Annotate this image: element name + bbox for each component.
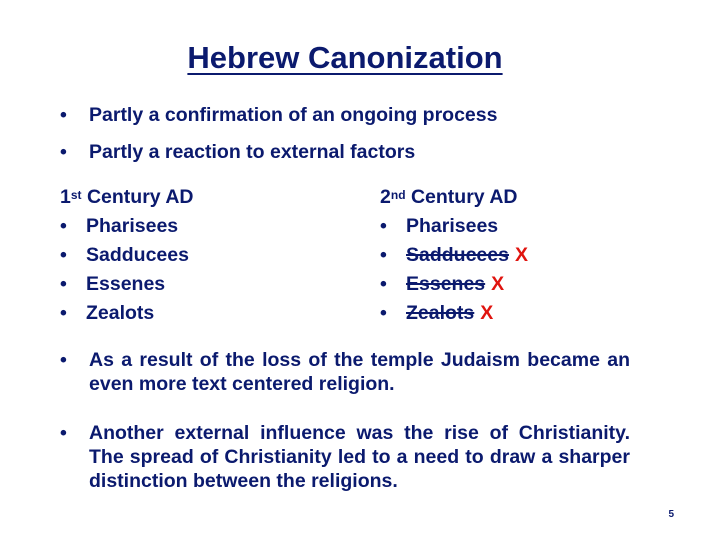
- struck-text: • Zealots: [380, 302, 475, 324]
- intro-bullet-text: Partly a confirmation of an ongoing process: [89, 104, 498, 126]
- x-mark: X: [491, 273, 505, 295]
- right-column-item-struck: [380, 243, 528, 267]
- slide-title: Hebrew Canonization: [187, 40, 503, 75]
- closing-bullet-text: As a result of the loss of the temple Judaism became an even more text centered religion.: [89, 349, 630, 395]
- x-mark: X: [480, 302, 494, 324]
- left-column-item: • Sadducees: [60, 244, 189, 266]
- page-number: 5: [668, 509, 674, 520]
- intro-bullet-1: [60, 103, 630, 127]
- intro-bullet-text: Partly a reaction to external factors: [89, 141, 416, 163]
- right-column-item-struck: [380, 272, 504, 296]
- right-column-item-struck: [380, 301, 493, 325]
- closing-bullet-1: [60, 348, 630, 396]
- left-column-heading: 1st Century AD: [60, 186, 194, 208]
- bullet-dot: •: [60, 104, 67, 126]
- left-column-item: • Zealots: [60, 302, 155, 324]
- bullet-dot: •: [60, 141, 67, 163]
- struck-text: • Essenes: [380, 273, 486, 295]
- bullet-dot: •: [60, 349, 67, 371]
- left-column-item: • Essenes: [60, 273, 166, 295]
- left-column-item: • Pharisees: [60, 215, 179, 237]
- right-column-heading: 2nd Century AD: [380, 186, 518, 208]
- right-column-item: • Pharisees: [380, 215, 499, 237]
- struck-text: • Sadducees: [380, 244, 509, 266]
- intro-bullet-2: [60, 140, 630, 164]
- bullet-dot: •: [60, 422, 67, 444]
- closing-bullet-text: Another external influence was the rise of Christianity. The spread of Christianity led to a need to draw a sharper distinction between the religions.: [89, 422, 630, 492]
- x-mark: X: [514, 244, 528, 266]
- closing-bullet-2: [60, 421, 630, 493]
